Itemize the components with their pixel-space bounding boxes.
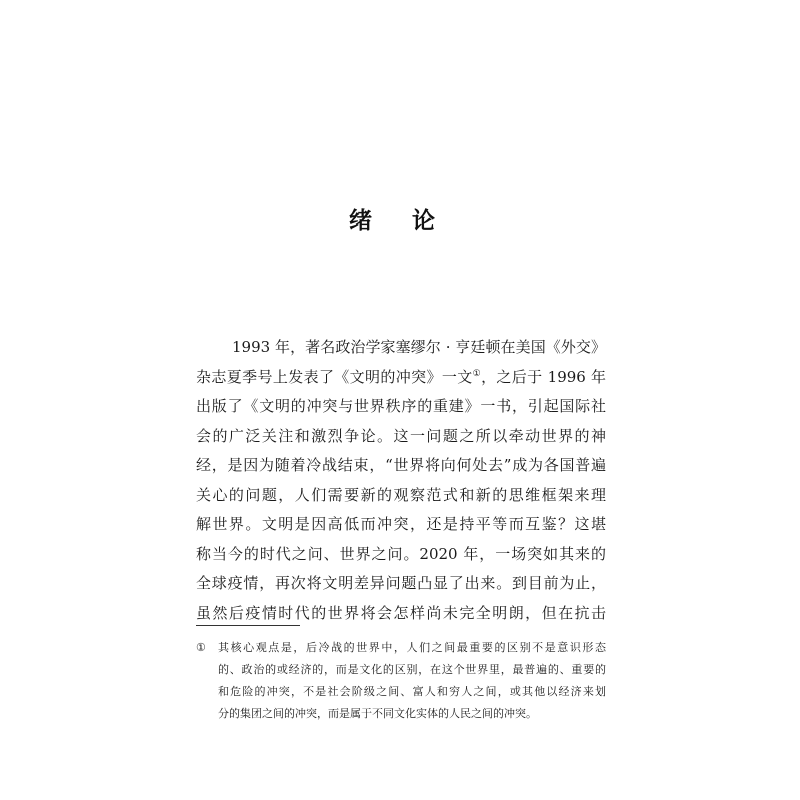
paragraph-line-10: 虽然后疫情时代的世界将会怎样尚未完全明朗，但在抗击 bbox=[196, 603, 606, 622]
paragraph-line-5: 经，是因为随着冷战结束，“世界将向何处去”成为各国普遍 bbox=[196, 456, 606, 474]
paragraph-line-9: 全球疫情，再次将文明差异问题凸显了出来。到目前为止， bbox=[196, 574, 606, 592]
body-paragraph bbox=[196, 333, 606, 628]
footnote-divider bbox=[196, 625, 300, 626]
paragraph-line-2 bbox=[196, 363, 606, 393]
paragraph-line-2-tail: ，之后于 1996 年 bbox=[481, 367, 606, 386]
paragraph-line-8: 称当今的时代之问、世界之问。2020 年，一场突如其来的 bbox=[196, 544, 606, 563]
paragraph-line-6: 关心的问题，人们需要新的观察范式和新的思维框架来理 bbox=[196, 485, 606, 504]
paragraph-line-4: 会的广泛关注和激烈争论。这一问题之所以牵动世界的神 bbox=[196, 426, 606, 445]
paragraph-line-1: 1993 年，著名政治学家塞缪尔 · 亨廷顿在美国《外交》 bbox=[232, 338, 606, 356]
paragraph-line-7: 解世界。文明是因高低而冲突，还是持平等而互鉴？这堪 bbox=[196, 515, 606, 533]
footnote-line-2: 的、政治的或经济的，而是文化的区别，在这个世界里，最普遍的、重要的 bbox=[218, 663, 606, 676]
footnote-reference[interactable]: ① bbox=[472, 368, 482, 379]
footnote-line-3: 和危险的冲突，不是社会阶级之间、富人和穷人之间，或其他以经济来划 bbox=[218, 685, 606, 698]
footnote bbox=[196, 637, 606, 725]
footnote-line-4: 分的集团之间的冲突，而是属于不同文化实体的人民之间的冲突。 bbox=[218, 707, 537, 720]
chapter-title: 绪 论 bbox=[348, 207, 451, 234]
paragraph-line-2-text: 杂志夏季号上发表了《文明的冲突》一文 bbox=[196, 367, 473, 386]
footnote-marker: ① bbox=[196, 641, 206, 654]
footnote-line-1: 其核心观点是，后冷战的世界中，人们之间最重要的区别不是意识形态 bbox=[218, 641, 606, 654]
paragraph-line-3: 出版了《文明的冲突与世界秩序的重建》一书，引起国际社 bbox=[196, 397, 606, 415]
